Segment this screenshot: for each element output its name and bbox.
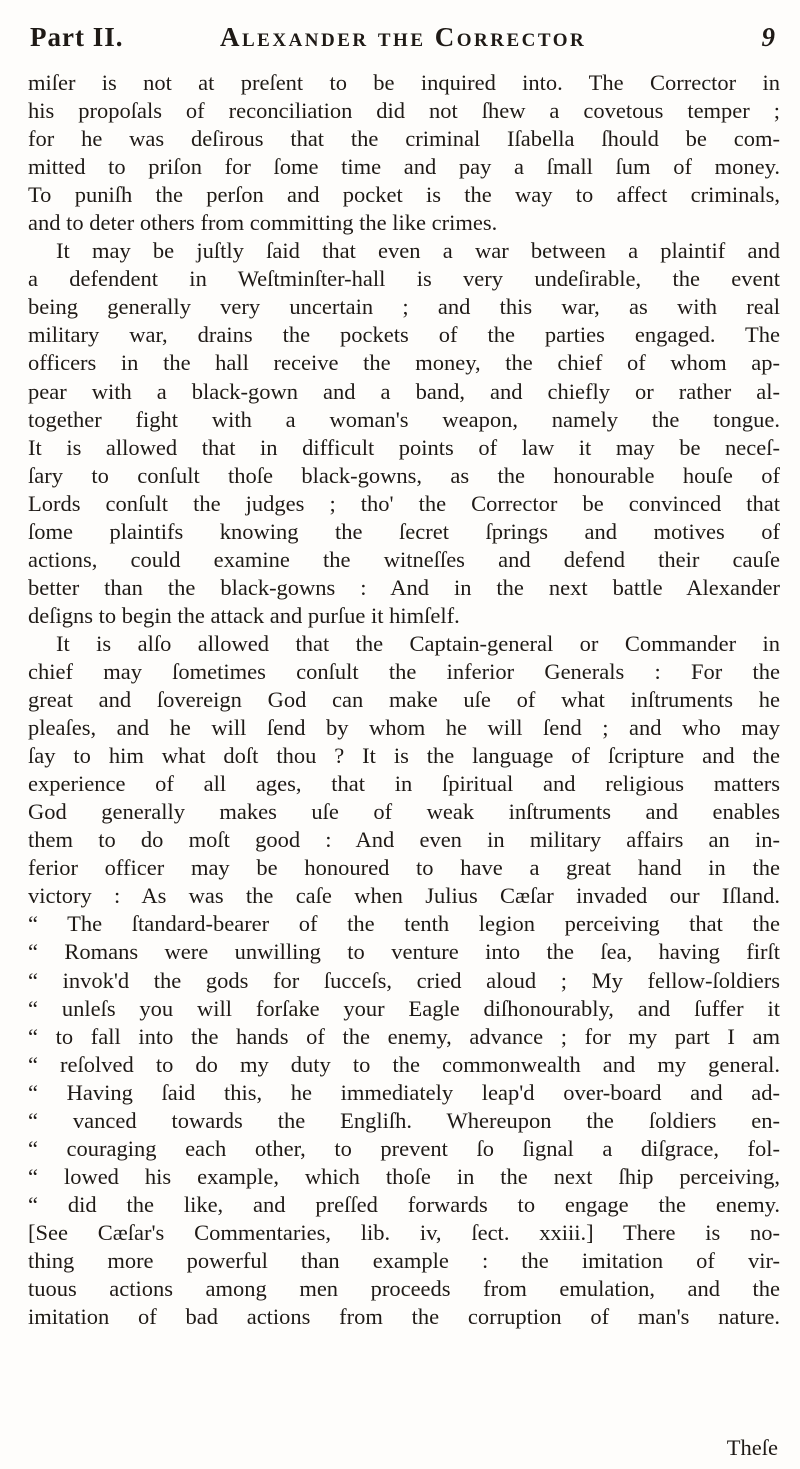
text-line: military war, drains the pockets of the parties engaged. The	[28, 322, 780, 348]
text-line: Lords conſult the judges ; tho' the Corrector be convinced that	[28, 490, 780, 516]
text-line: and to deter others from committing the like crimes.	[28, 210, 498, 236]
text-line: “ Having ſaid this, he immediately leap'd over-board and ad-	[28, 1079, 780, 1105]
text-line: It is alſo allowed that the Captain-general or Commander in	[56, 630, 780, 656]
text-line: “ to fall into the hands of the enemy, advance ; for my part I am	[28, 1023, 780, 1049]
text-line: chief may ſometimes conſult the inferior Generals : For the	[28, 658, 780, 684]
text-line: It may be juſtly ſaid that even a war between a plaintif and	[56, 238, 780, 264]
page-number: 9	[761, 22, 776, 52]
text-line: “ reſolved to do my duty to the commonwealth and my general.	[28, 1051, 780, 1077]
text-line: “ lowed his example, which thoſe in the next ſhip perceiving,	[28, 1163, 780, 1189]
text-line: actions, could examine the witneſſes and defend their cauſe	[28, 546, 780, 572]
text-line: deſigns to begin the attack and purſue it himſelf.	[28, 602, 460, 628]
text-line: pleaſes, and he will ſend by whom he will ſend ; and who may	[28, 715, 780, 741]
text-line: “ vanced towards the Engliſh. Whereupon the ſoldiers en-	[28, 1107, 780, 1133]
text-line: ferior officer may be honoured to have a great hand in the	[28, 855, 780, 881]
running-head-part: Part II.	[30, 22, 124, 52]
text-line: “ couraging each other, to prevent ſo ſignal a diſgrace, fol-	[28, 1135, 780, 1161]
text-line: ſome plaintifs knowing the ſecret ſprings and motives of	[28, 518, 780, 544]
running-head	[30, 22, 776, 58]
catchword: Theſe	[726, 1435, 778, 1460]
text-line: great and ſovereign God can make uſe of what inſtruments he	[28, 687, 780, 713]
text-line: To puniſh the perſon and pocket is the way to affect criminals,	[28, 182, 780, 208]
text-line: ſay to him what doſt thou ? It is the language of ſcripture and the	[28, 743, 780, 769]
text-line: “ did the like, and preſſed forwards to engage the enemy.	[28, 1191, 780, 1217]
text-line: thing more powerful than example : the imitation of vir-	[28, 1247, 780, 1273]
text-line: “ Romans were unwilling to venture into the ſea, having firſt	[28, 939, 780, 965]
text-line: experience of all ages, that in ſpiritual and religious matters	[28, 771, 780, 797]
text-line: pear with a black-gown and a band, and chiefly or rather al-	[28, 378, 780, 404]
text-line: mitted to priſon for ſome time and pay a ſmall ſum of money.	[28, 154, 780, 180]
text-line: miſer is not at preſent to be inquired into. The Corrector in	[28, 70, 780, 95]
text-line: together fight with a woman's weapon, namely the tongue.	[28, 406, 780, 432]
text-line: better than the black-gowns : And in the next battle Alexander	[28, 574, 780, 600]
text-line: “ The ſtandard-bearer of the tenth legion perceiving that the	[28, 911, 780, 937]
text-line: tuous actions among men proceeds from emulation, and the	[28, 1276, 780, 1302]
text-line: [See Cæſar's Commentaries, lib. iv, ſect. xxiii.] There is no-	[28, 1219, 780, 1245]
text-line: It is allowed that in difficult points of law it may be neceſ-	[28, 434, 780, 460]
body-text	[28, 69, 780, 1331]
text-line: victory : As was the caſe when Julius Cæſar invaded our Iſland.	[28, 883, 780, 909]
text-line: officers in the hall receive the money, the chief of whom ap-	[28, 350, 780, 376]
text-line: God generally makes uſe of weak inſtruments and enables	[28, 799, 780, 825]
text-line: a defendent in Weſtminſter-hall is very undeſirable, the event	[28, 266, 780, 292]
text-line: for he was deſirous that the criminal Iſabella ſhould be com-	[28, 126, 780, 152]
text-line: his propoſals of reconciliation did not ſhew a covetous temper ;	[28, 98, 780, 124]
text-line: being generally very uncertain ; and this war, as with real	[28, 294, 780, 320]
text-line: “ unleſs you will forſake your Eagle diſhonourably, and ſuffer it	[28, 995, 780, 1021]
text-line: them to do moſt good : And even in military affairs an in-	[28, 827, 780, 853]
text-line: “ invok'd the gods for ſucceſs, cried aloud ; My fellow-ſoldiers	[28, 967, 780, 993]
text-line: ſary to conſult thoſe black-gowns, as the honourable houſe of	[28, 462, 780, 488]
running-head-title: Alexander the Corrector	[220, 22, 587, 52]
text-line: imitation of bad actions from the corruption of man's nature.	[28, 1304, 780, 1330]
